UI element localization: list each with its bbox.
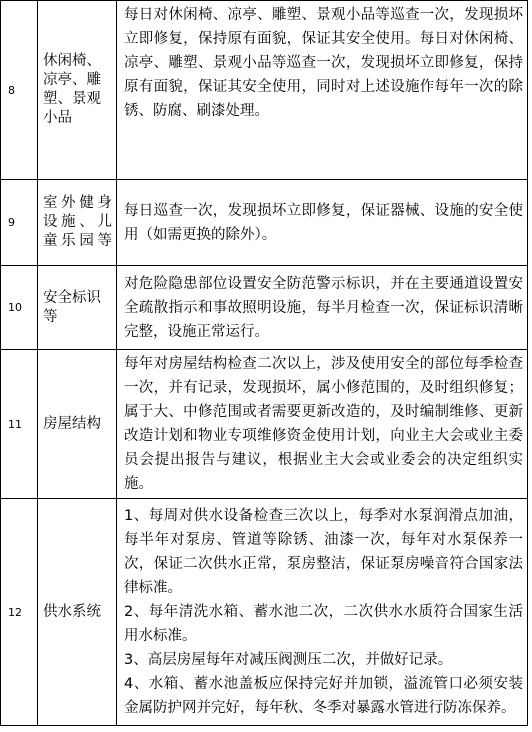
item-content (117, 266, 528, 350)
row-number: 12 (1, 499, 38, 726)
content-paragraph: 2、每年清洗水箱、蓄水池二次，二次供水水质符合国家生活用水标准。 (124, 604, 523, 644)
row-number: 10 (1, 266, 38, 350)
content-paragraph: 4、水箱、蓄水池盖板应保持完好并加锁，溢流管口必须安装金属防护网并完好，每年秋、冬季对暴露水管进行防冻保养。 (124, 676, 523, 716)
item-content (117, 350, 528, 499)
item-name: 供水系统 (38, 499, 117, 726)
content-paragraph: 1、每周对供水设备检查三次以上，每季对水泵润滑点加油，每半年对泵房、管道等除锈、油漆一次，每年对水泵保养一次，保证二次供水正常，泵房整洁，保证泵房噪音符合国家法律标准。 (124, 508, 523, 596)
item-name: 房屋结构 (38, 350, 117, 499)
content-paragraph: 对危险隐患部位设置安全防范警示标识，并在主要通道设置安全疏散指示和事故照明设施，每半月检查一次，保证标识清晰完整，设施正常运行。 (124, 275, 523, 340)
row-number: 8 (1, 1, 38, 180)
content-paragraph: 每日对休闲椅、凉亭、雕塑、景观小品等巡查一次，发现损坏立即修复，保持原有面貌，保证其安全使用。每日对休闲椅、凉亭、雕塑、景观小品等巡查一次，发现损坏立即修复，保持原有面貌，保证其安全使用，同时对上述设施作每年一次的除锈、防腐、刷漆处理。 (124, 7, 523, 119)
content-paragraph: 3、高层房屋每年对减压阀测压二次，并做好记录。 (124, 652, 453, 668)
item-name: 室外健身设施、儿童乐园等 (38, 180, 117, 266)
item-content (117, 1, 528, 180)
table-row (1, 266, 528, 350)
table-row (1, 350, 528, 499)
item-name: 休闲椅、凉亭、雕塑、景观小品 (38, 1, 117, 180)
table-row (1, 180, 528, 266)
table-row (1, 1, 528, 180)
item-content (117, 180, 528, 266)
table-row (1, 499, 528, 726)
content-paragraph: 每年对房屋结构检查二次以上，涉及使用安全的部位每季检查一次，并有记录，发现损坏，属小修范围的，及时组织修复；属于大、中修范围或者需要更新改造的，及时编制维修、更新改造计划和物业专项维修资金使用计划，向业主大会或业主委员会提出报告与建议，根据业主大会或业委会的决定组织实施。 (124, 356, 523, 492)
row-number: 9 (1, 180, 38, 266)
content-paragraph: 每日巡查一次，发现损坏立即修复，保证器械、设施的安全使用（如需更换的除外）。 (124, 202, 523, 243)
item-name: 安全标识等 (38, 266, 117, 350)
item-content (117, 499, 528, 726)
row-number: 11 (1, 350, 38, 499)
